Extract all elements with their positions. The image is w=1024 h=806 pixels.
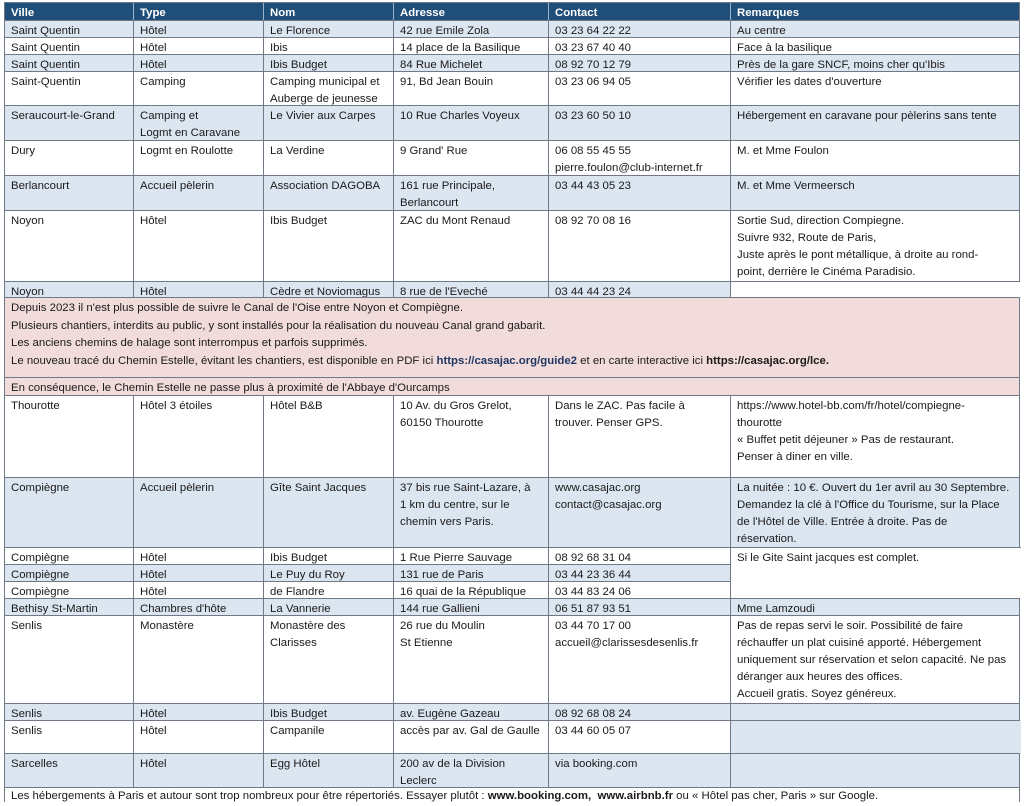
cell-remarques: Sortie Sud, direction Compiegne. Suivre 932, Route de Paris, Juste après le pont métallique, à droite au rond- point, derrière le Cinéma Paradisio. [730,211,1021,281]
cell-adresse: 10 Av. du Gros Grelot, 60150 Thourotte [393,396,548,477]
cell-type: Hôtel [133,704,263,720]
consequence-text: En conséquence, le Chemin Estelle ne passe plus à proximité de l'Abbaye d'Ourcamps [11,382,450,394]
table-row [5,395,1019,477]
cell-ville: Saint Quentin [11,59,81,71]
cell-adresse: 26 rue du Moulin St Etienne [393,616,548,703]
cell-type: Camping [133,72,263,105]
cell-adresse: 37 bis rue Saint-Lazare, à 1 km du centre, sur le chemin vers Paris. [393,478,548,547]
cell-contact: 08 92 70 12 79 [548,55,730,71]
cell-adresse: 91, Bd Jean Bouin [393,72,548,105]
table-row [5,615,1019,703]
table-row [5,175,1019,210]
cell-nom: Le Florence [263,21,393,37]
cell-type: Logmt en Roulotte [133,141,263,175]
cell-contact: 03 23 60 50 10 [548,106,730,140]
cell-remarques [730,754,1021,787]
interactive-map-link[interactable]: https://casajac.org/lce. [706,354,829,367]
cell-nom: Hôtel B&B [263,396,393,477]
cell-remarques [730,282,1021,297]
cell-nom: Camping municipal et Auberge de jeunesse [263,72,393,105]
cell-nom: Association DAGOBA [263,176,393,210]
cell-ville: Dury [11,145,36,157]
cell-ville: Compiègne [11,552,70,564]
cell-adresse: 84 Rue Michelet [393,55,548,71]
cell-type: Hôtel [133,565,263,581]
cell-remarques: Face à la basilique [730,38,1021,54]
cell-type: Hôtel [133,282,263,297]
cell-adresse: 131 rue de Paris [393,565,548,581]
cell-adresse: 200 av de la Division Leclerc [393,754,548,787]
cell-adresse: 16 quai de la République [393,582,548,598]
notice-text [5,298,1019,377]
booking-link[interactable]: www.booking.com, [487,790,592,802]
cell-ville: Noyon [11,286,44,297]
cell-contact: 03 44 43 05 23 [548,176,730,210]
footer-text [5,788,1019,803]
header-type: Type [133,3,263,20]
cell-nom: La Vannerie [263,599,393,615]
cell-nom: Cèdre et Noviomagus [263,282,393,297]
cell-adresse: 144 rue Gallieni [393,599,548,615]
notice-line: Les anciens chemins de halage sont interrompus et parfois supprimés. [11,337,368,349]
cell-nom: Ibis Budget [263,548,393,564]
cell-nom: Monastère des Clarisses [263,616,393,703]
cell-nom: de Flandre [263,582,393,598]
table-row [5,598,1019,615]
cell-ville: Compiègne [11,586,70,598]
cell-type: Hôtel 3 étoiles [133,396,263,477]
cell-nom: Campanile [263,721,393,753]
notice-block [5,297,1019,377]
cell-ville: Compiègne [11,482,70,494]
cell-contact: 03 44 44 23 24 [548,282,730,297]
consequence-row [5,377,1019,395]
notice-text-part: Le nouveau tracé du Chemin Estelle, évitant les chantiers, est disponible en PDF ici [11,354,437,367]
cell-type: Hôtel [133,548,263,564]
cell-contact: 03 44 83 24 06 [548,582,730,598]
table-row [5,105,1019,140]
cell-adresse: accès par av. Gal de Gaulle [393,721,548,753]
table-row [5,281,1019,297]
cell-nom: Egg Hôtel [263,754,393,787]
cell-contact: 06 08 55 45 55 pierre.foulon@club-internet.fr [548,141,730,175]
table-row [5,71,1019,105]
cell-ville: Bethisy St-Martin [11,603,98,615]
footer-row [5,787,1019,803]
cell-remarques: La nuitée : 10 €. Ouvert du 1er avril au 30 Septembre. Demandez la clé à l'Office du Tourisme, sur la Place de l'Hôtel de Ville. Entrée à droite. Pas de réservation. [730,478,1021,547]
cell-contact: 03 23 06 94 05 [548,72,730,105]
table-row [5,140,1019,175]
cell-remarques [730,704,1021,720]
cell-remarques: https://www.hotel-bb.com/fr/hotel/compiegne- thourotte « Buffet petit déjeuner » Pas de restaurant. Penser à diner en ville. [730,396,1021,477]
cell-type: Hôtel [133,21,263,37]
cell-contact: 03 44 60 05 07 [548,721,730,753]
cell-type: Chambres d'hôte [133,599,263,615]
cell-nom: La Verdine [263,141,393,175]
cell-ville: Thourotte [11,400,60,412]
cell-adresse: 42 rue Emile Zola [393,21,548,37]
cell-contact: 08 92 68 08 24 [548,704,730,720]
table-row [5,54,1019,71]
header-adresse: Adresse [393,3,548,20]
cell-nom: Ibis [263,38,393,54]
table-header [5,3,1019,20]
table-row [5,477,1019,547]
header-remarques: Remarques [730,3,1021,20]
cell-remarques: M. et Mme Foulon [730,141,1021,175]
header-nom: Nom [263,3,393,20]
cell-type: Hôtel [133,55,263,71]
table-row [5,703,1019,720]
cell-contact: 06 51 87 93 51 [548,599,730,615]
cell-type: Hôtel [133,211,263,281]
footer-text-part: Les hébergements à Paris et autour sont trop nombreux pour être répertoriés. Essayer plutôt : [11,790,488,802]
cell-adresse: 1 Rue Pierre Sauvage [393,548,548,564]
cell-remarques: Au centre [730,21,1021,37]
cell-type: Hôtel [133,38,263,54]
cell-ville: Senlis [11,708,43,720]
airbnb-link[interactable]: www.airbnb.fr [597,790,674,802]
cell-type: Hôtel [133,721,263,753]
cell-ville: Sarcelles [11,758,58,770]
cell-type: Camping et Logmt en Caravane [133,106,263,140]
cell-contact: Dans le ZAC. Pas facile à trouver. Penser GPS. [548,396,730,477]
cell-adresse: ZAC du Mont Renaud [393,211,548,281]
cell-nom: Ibis Budget [263,704,393,720]
cell-nom: Ibis Budget [263,211,393,281]
cell-remarques: Mme Lamzoudi [730,599,1021,615]
cell-adresse: av. Eugène Gazeau [393,704,548,720]
cell-contact: 03 23 67 40 40 [548,38,730,54]
cell-ville: Seraucourt-le-Grand [11,110,115,122]
notice-text-part: et en carte interactive ici [577,354,707,367]
cell-adresse: 10 Rue Charles Voyeux [393,106,548,140]
cell-ville: Berlancourt [11,180,70,192]
cell-type: Hôtel [133,754,263,787]
cell-contact: 03 44 70 17 00 accueil@clarissesdesenlis.fr [548,616,730,703]
table-row [5,20,1019,37]
cell-contact: www.casajac.org contact@casajac.org [548,478,730,547]
cell-contact: 08 92 70 08 16 [548,211,730,281]
table-row [5,210,1019,281]
cell-ville: Compiègne [11,569,70,581]
cell-type: Accueil pèlerin [133,176,263,210]
cell-remarques: Hébergement en caravane pour pèlerins sans tente [730,106,1021,140]
notice-line [11,353,1013,371]
cell-nom: Le Puy du Roy [263,565,393,581]
cell-ville: Senlis [11,620,43,632]
header-ville: Ville [11,7,35,19]
cell-ville: Saint Quentin [11,25,81,37]
cell-type: Monastère [133,616,263,703]
cell-ville: Saint-Quentin [11,76,81,88]
cell-nom: Gîte Saint Jacques [263,478,393,547]
footer-text-part: ou « Hôtel pas cher, Paris » sur Google. [673,790,879,802]
cell-adresse: 161 rue Principale, Berlancourt [393,176,548,210]
cell-ville: Noyon [11,215,44,227]
cell-ville: Saint Quentin [11,42,81,54]
cell-remarques: Vérifier les dates d'ouverture [730,72,1021,105]
cell-remarques: Près de la gare SNCF, moins cher qu'Ibis [730,55,1021,71]
guide-pdf-link[interactable]: https://casajac.org/guide2 [436,354,578,367]
cell-remarques: Pas de repas servi le soir. Possibilité de faire réchauffer un plat cuisiné apporté. Hébergement uniquement sur réservation et selon capacité. Ne pas déranger aux heures des offices. Accueil gratis. Soyez généreux. [730,616,1021,703]
cell-nom: Ibis Budget [263,55,393,71]
cell-contact: via booking.com [548,754,730,787]
table-row [5,720,1019,753]
notice-line: Plusieurs chantiers, interdits au public, y sont installés pour la réalisation du nouveau Canal grand gabarit. [11,319,546,332]
cell-nom: Le Vivier aux Carpes [263,106,393,140]
cell-contact: 08 92 68 31 04 [548,548,730,564]
notice-line: Depuis 2023 il n'est plus possible de suivre le Canal de l'Oise entre Noyon et Compiègne. [11,302,464,314]
cell-adresse: 8 rue de l'Eveché [393,282,548,297]
cell-remarques [730,721,1021,753]
cell-remarques-merged: Si le Gite Saint jacques est complet. [730,547,1021,598]
cell-contact: 03 44 23 36 44 [548,565,730,581]
cell-adresse: 9 Grand' Rue [393,141,548,175]
table-row [5,37,1019,54]
cell-type: Hôtel [133,582,263,598]
cell-ville: Senlis [11,725,43,737]
table-row [5,753,1019,787]
cell-remarques: M. et Mme Vermeersch [730,176,1021,210]
lodging-table [4,2,1020,802]
cell-adresse: 14 place de la Basilique [393,38,548,54]
header-contact: Contact [548,3,730,20]
cell-contact: 03 23 64 22 22 [548,21,730,37]
cell-type: Accueil pèlerin [133,478,263,547]
